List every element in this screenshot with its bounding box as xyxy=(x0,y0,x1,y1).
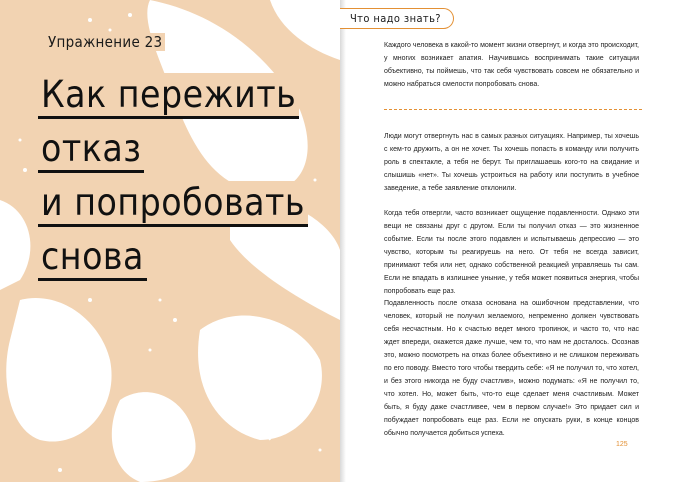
body-paragraph: Когда тебя отвергли, часто возникает ощущение подавленности. Однако эти вещи не связаны друг с другом. Если ты получил отказ — это жизненное событие. Если ты после этого подавлен и испытываешь депрессию — это чувство, которым ты реагируешь на него. От тебя не всегда зависит, принимают тебя или нет, однако собственной реакцией управляешь ты сам. Если не впадать в излишнее уныние, у тебя может появиться энергия, чтобы попробовать еще раз. xyxy=(384,210,639,295)
exercise-label: Упражнение 23 xyxy=(45,33,165,51)
divider xyxy=(384,109,642,110)
title-line: и попробовать xyxy=(38,176,308,230)
page-number: 125 xyxy=(616,441,628,448)
section-tab: Что надо знать? xyxy=(340,8,454,29)
body-paragraph: Подавленность после отказа основана на ошибочном представлении, что человек, который не получил желаемого, непременно должен чувствовать себя несчастным. Но к счастью ведет много тропинок, и часто то, что нас ждет впереди, окажется даже лучше, чем то, что нам не досталось. Осознав это, можно посмотреть на отказ более объективно и не слишком переживать по его поводу. Вместо того чтобы твердить себе: «Я не получил то, что хотел, и без этого никогда не буду счастлив», можно подумать: «Я не получил то, что хотел. Но, может быть, что-то еще сделает меня счастливым. Может быть, я буду даже счастливее, чем в первом случае!» Это придает сил и побуждает попробовать еще раз. Если не опускать руки, в конце концов обычно получается добиться успеха. xyxy=(384,300,639,437)
title-line: Как пережить xyxy=(38,68,308,122)
title-line: снова xyxy=(38,230,308,284)
intro-paragraph: Каждого человека в какой-то момент жизни отвергнут, и когда это происходит, у многих возникает апатия. Научившись воспринимать такие ситуации объективно, ты поймешь, что так себя чувствовать совсем не обязательно и можно набраться смелости попробовать снова. xyxy=(384,42,639,88)
page-title xyxy=(38,68,308,284)
title-line: отказ xyxy=(38,122,308,176)
body-paragraph: Люди могут отвергнуть нас в самых разных ситуациях. Например, ты хочешь с кем-то дружить, а он не хочет. Ты хочешь попасть в команду или получить роль в спектакле, а тебя не берут. Ты приглашаешь кого-то на свидание и слышишь «нет». Ты хочешь устроиться на работу или поступить в учебное заведение, а тебе заявление отклонили. xyxy=(384,133,639,192)
